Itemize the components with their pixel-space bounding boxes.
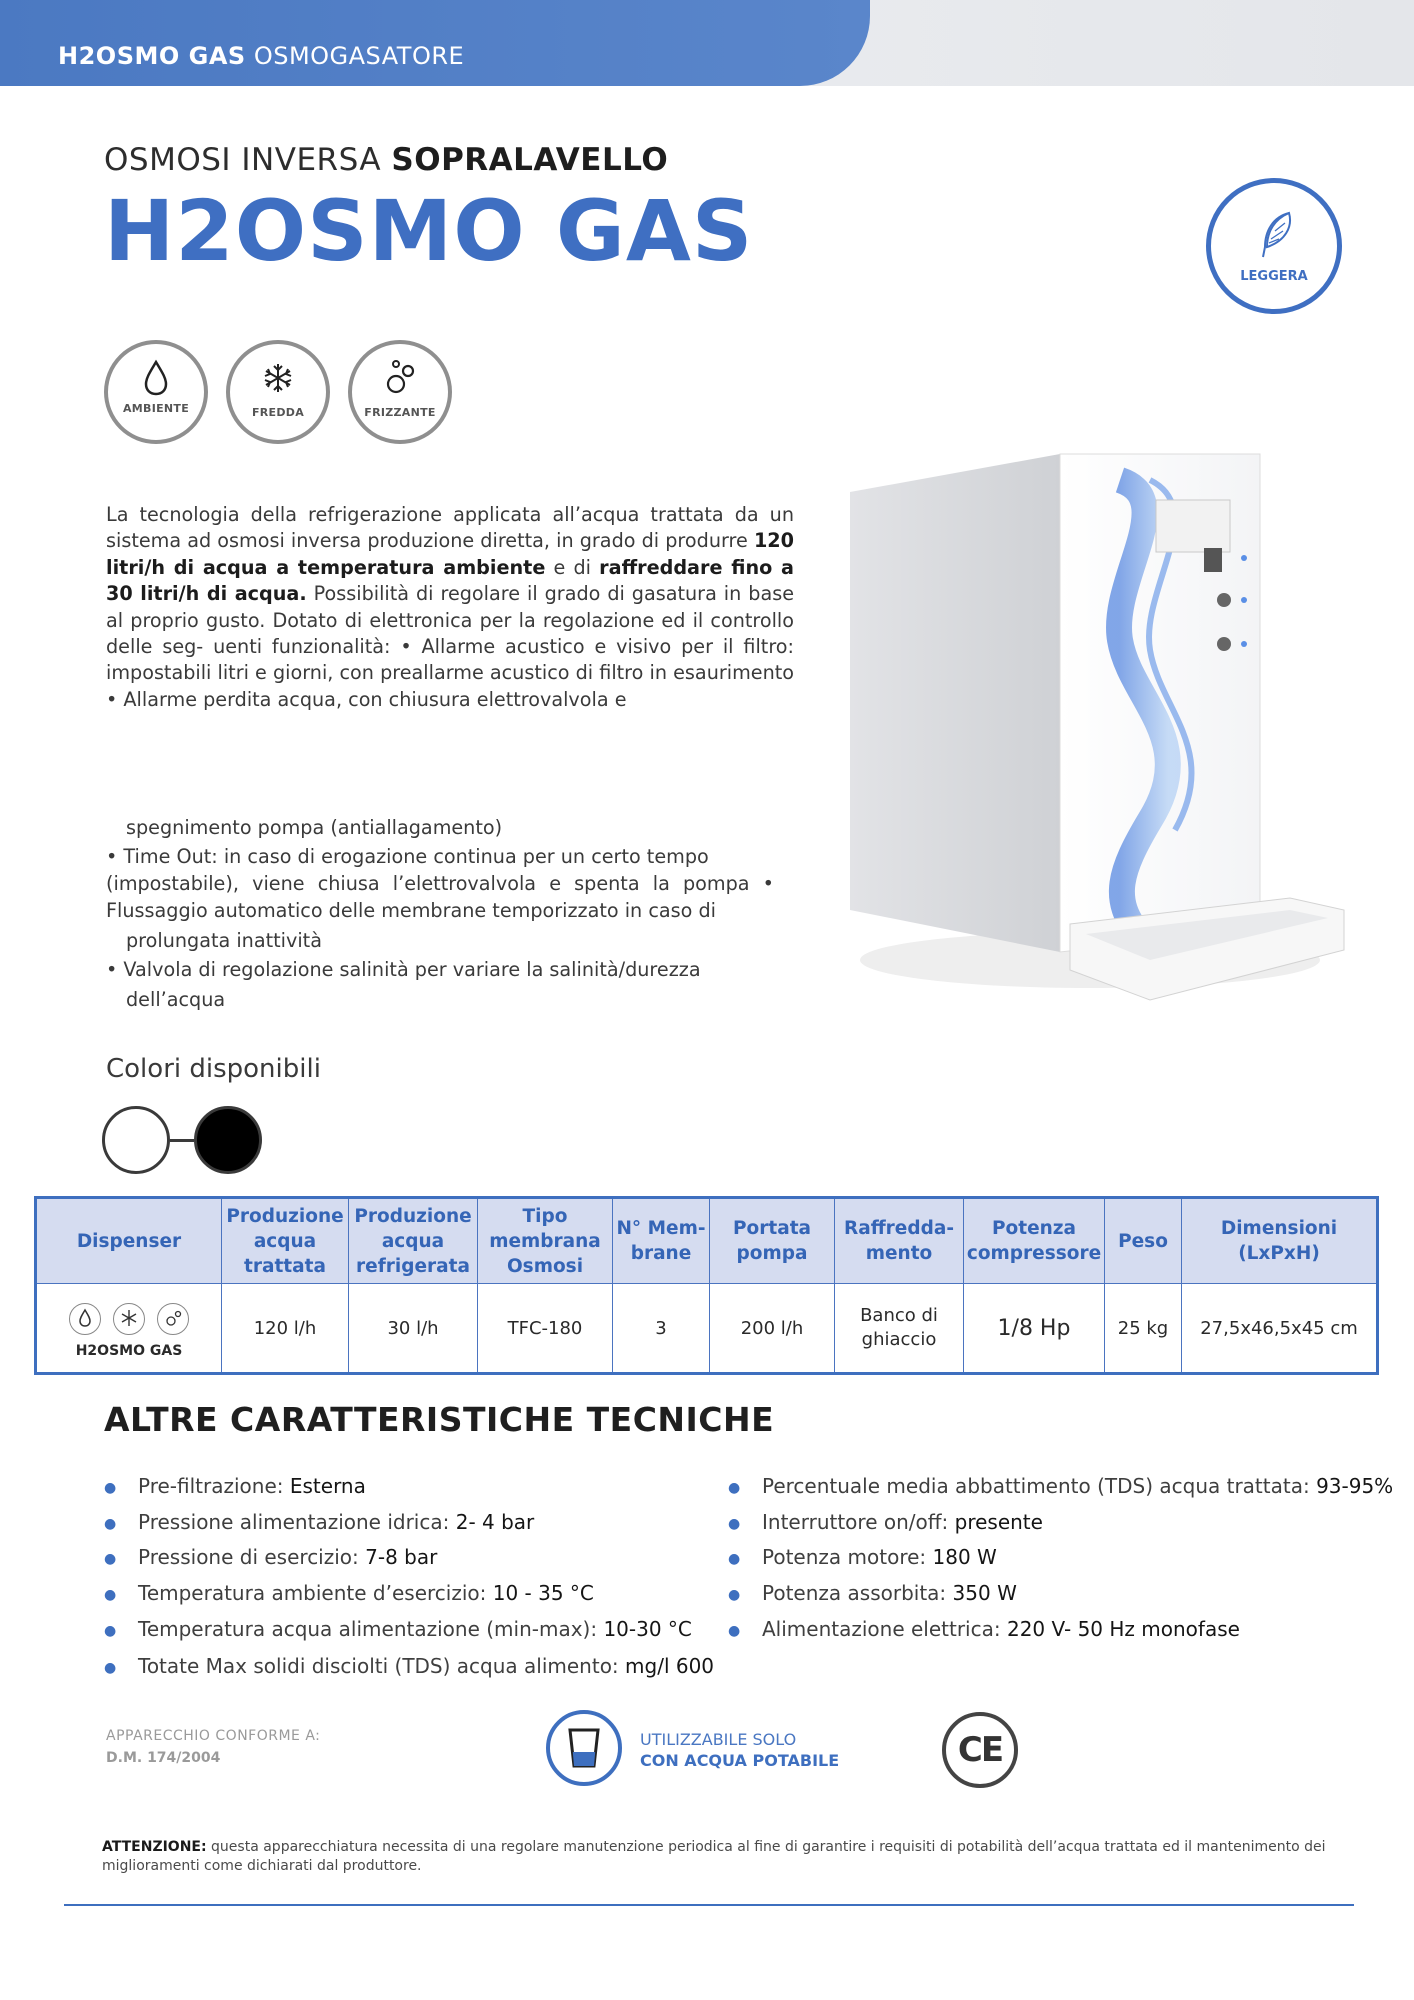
cell-produzione-trattata: 120 l/h — [222, 1284, 349, 1374]
leggera-label: LEGGERA — [1240, 269, 1308, 284]
swatch-connector — [170, 1139, 194, 1142]
spec-table — [34, 1196, 1379, 1375]
header-title — [58, 42, 464, 70]
table-row — [36, 1284, 1378, 1374]
col-header: Tipo membrana Osmosi — [478, 1198, 613, 1284]
cell-portata: 200 l/h — [710, 1284, 835, 1374]
warning-label: ATTENZIONE: — [102, 1839, 207, 1855]
list-item: ● Temperatura ambiente d’esercizio: 10 - 35 °C — [104, 1581, 594, 1605]
product-subtitle — [104, 142, 668, 178]
feature-frizzante-label: FRIZZANTE — [364, 406, 436, 419]
ce-mark-text: CE — [957, 1730, 1003, 1770]
colors-title: Colori disponibili — [106, 1054, 321, 1084]
list-item: ● Temperatura acqua alimentazione (min-max): 10-30 °C — [104, 1617, 692, 1641]
desc-line: (impostabile), viene chiusa l’elettrovalvola e spenta la pompa • — [106, 872, 774, 895]
feather-icon — [1257, 209, 1297, 261]
col-header: Potenza compressore — [964, 1198, 1105, 1284]
table-header-row — [36, 1198, 1378, 1284]
description-paragraph — [106, 502, 794, 713]
feature-ambiente — [104, 340, 208, 444]
potable-line1: UTILIZZABILE SOLO — [640, 1730, 797, 1749]
desc-line: dell’acqua — [126, 988, 226, 1011]
list-item: ● Interruttore on/off: presente — [728, 1510, 1043, 1534]
desc-highlight: raffreddare fino a 30 litri/h di acqua. — [106, 555, 794, 606]
color-swatch-black[interactable] — [194, 1106, 262, 1174]
header-category: OSMOGASATORE — [253, 42, 465, 70]
desc-line: spegnimento pompa (antiallagamento) — [126, 816, 503, 839]
list-item: ● Pre-filtrazione: Esterna — [104, 1474, 366, 1498]
list-item: ● Pressione di esercizio: 7-8 bar — [104, 1545, 438, 1569]
desc-text: La tecnologia della refrigerazione applicata all’acqua trattata da un sistema ad osmosi inversa produzione diretta, in grado di produrre — [106, 503, 794, 553]
list-item: ● Alimentazione elettrica: 220 V- 50 Hz monofase — [728, 1617, 1240, 1641]
header-brand: H2OSMO GAS — [58, 42, 246, 70]
droplet-icon — [134, 358, 178, 398]
desc-line: • Time Out: in caso di erogazione continua per un certo tempo — [106, 845, 709, 868]
conformity-norm: D.M. 174/2004 — [106, 1750, 221, 1766]
color-swatch-white[interactable] — [102, 1106, 170, 1174]
desc-line: • Valvola di regolazione salinità per variare la salinità/durezza — [106, 958, 701, 981]
list-item: ● Potenza motore: 180 W — [728, 1545, 997, 1569]
glass-icon — [546, 1710, 622, 1786]
col-header: Produzione acqua refrigerata — [349, 1198, 478, 1284]
desc-line: Flussaggio automatico delle membrane temporizzato in caso di — [106, 899, 716, 922]
feature-fredda — [226, 340, 330, 444]
conformity-label: APPARECCHIO CONFORME A: — [106, 1728, 321, 1744]
snowflake-icon — [256, 358, 300, 398]
col-header: Produzione acqua trattata — [222, 1198, 349, 1284]
cell-produzione-refrigerata: 30 l/h — [349, 1284, 478, 1374]
feature-ambiente-label: AMBIENTE — [122, 402, 190, 415]
subtitle-bold: SOPRALAVELLO — [391, 142, 669, 178]
desc-text: Possibilità di regolare il grado di gasatura in base al proprio gusto. Dotato di elettronica per la regolazione ed il controllo delle seg- uenti funzionalità: • Allarme acustico e visivo per il filtro: impostabili litri e giorni, con preallarme acustico di filtro in esaurimento • Allarme perdita acqua, con chiusura elettrovalvola e — [106, 582, 794, 711]
warning-text: questa apparecchiatura necessita di una regolare manutenzione periodica al fine di garantire i requisiti di potabilità dell’acqua trattata ed il mantenimento dei miglioramenti come dichiarati dal produttore. — [102, 1839, 1326, 1874]
footer-rule — [64, 1904, 1354, 1906]
droplet-icon — [69, 1303, 101, 1335]
cell-membrana: TFC-180 — [478, 1284, 613, 1374]
cell-n-membrane: 3 — [613, 1284, 710, 1374]
cell-peso: 25 kg — [1105, 1284, 1182, 1374]
feature-frizzante — [348, 340, 452, 444]
bubbles-icon — [157, 1303, 189, 1335]
feature-fredda-label: FREDDA — [251, 406, 305, 419]
desc-text: e di — [545, 555, 600, 579]
snowflake-icon — [113, 1303, 145, 1335]
cell-potenza: 1/8 Hp — [964, 1284, 1105, 1374]
dispenser-model: H2OSMO GAS — [75, 1343, 183, 1359]
list-item: ● Percentuale media abbattimento (TDS) acqua trattata: 93-95% — [728, 1474, 1394, 1498]
col-header: Portata pompa — [710, 1198, 835, 1284]
bubbles-icon — [378, 358, 422, 398]
ce-mark — [942, 1712, 1018, 1788]
section-title: ALTRE CARATTERISTICHE TECNICHE — [104, 1400, 775, 1439]
product-title: H2OSMO GAS — [104, 182, 754, 280]
col-header: Raffredda- mento — [835, 1198, 964, 1284]
dispenser-icons — [39, 1303, 219, 1335]
list-item: ● Pressione alimentazione idrica: 2- 4 bar — [104, 1510, 535, 1534]
dispenser-cell — [36, 1284, 222, 1374]
leggera-badge — [1206, 178, 1342, 314]
subtitle-light: OSMOSI INVERSA — [104, 142, 382, 178]
col-header: Peso — [1105, 1198, 1182, 1284]
potable-line2: CON ACQUA POTABILE — [640, 1751, 840, 1770]
warning-note — [102, 1838, 1374, 1876]
list-item: ● Totate Max solidi disciolti (TDS) acqua alimento: mg/l 600 — [104, 1654, 715, 1678]
desc-line: prolungata inattività — [126, 929, 322, 952]
product-image — [820, 440, 1360, 1020]
col-header: N° Mem- brane — [613, 1198, 710, 1284]
cell-dimensioni: 27,5x46,5x45 cm — [1182, 1284, 1378, 1374]
list-item: ● Potenza assorbita: 350 W — [728, 1581, 1017, 1605]
desc-highlight: 120 litri/h di acqua a temperatura ambiente — [106, 529, 794, 579]
col-header: Dimensioni (LxPxH) — [1182, 1198, 1378, 1284]
col-header: Dispenser — [36, 1198, 222, 1284]
cell-raffreddamento: Banco di ghiaccio — [835, 1284, 964, 1374]
